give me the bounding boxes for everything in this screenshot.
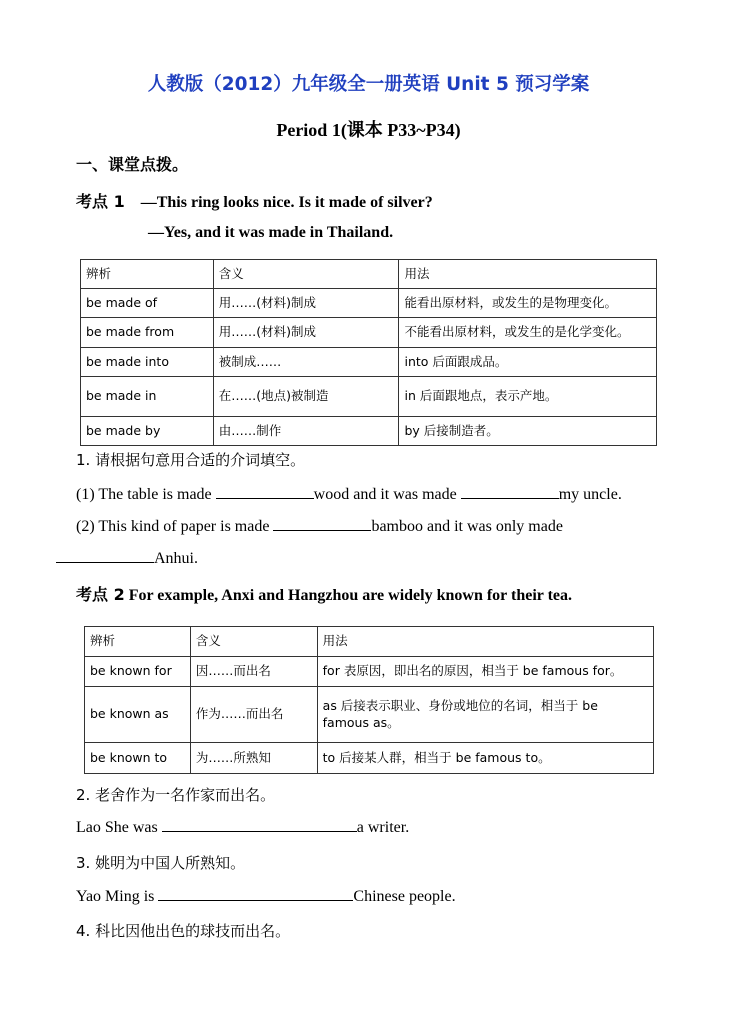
exercise-4-prompt-text: 4. 科比因他出色的球技而出名。 [76, 922, 291, 940]
page-subtitle: Period 1(课本 P33~P34) [276, 120, 461, 140]
exercise-2-prompt [76, 784, 275, 805]
table-cell: in 后面跟地点，表示产地。 [399, 377, 657, 417]
table-row [85, 687, 654, 743]
answer-blank[interactable] [56, 548, 154, 563]
table-cell: be known as [85, 687, 191, 743]
answer-blank[interactable] [273, 516, 371, 531]
answer-blank[interactable] [158, 886, 353, 901]
table-cell: 作为……而出名 [190, 687, 317, 743]
exercise-1-prompt-text: 1. 请根据句意用合适的介词填空。 [76, 451, 306, 469]
exercise-2-answer [76, 817, 409, 837]
ex2-text-a: Lao She was [76, 819, 162, 836]
table-cell: be made in [81, 377, 214, 417]
kaodian-2-label: 考点 2 [76, 585, 125, 604]
table-cell: 因……而出名 [190, 657, 317, 687]
table-row [81, 417, 657, 446]
table-header-cell: 含义 [190, 627, 317, 657]
exercise-1-q1 [76, 484, 622, 504]
answer-blank[interactable] [461, 484, 559, 499]
kaodian-2 [76, 582, 572, 605]
ex3-text-b: Chinese people. [353, 888, 456, 905]
section-heading: 一、课堂点拨。 [76, 155, 189, 174]
table-cell: be made by [81, 417, 214, 446]
table-cell: 为……所熟知 [190, 743, 317, 774]
table-header-cell: 用法 [317, 627, 653, 657]
q2-text-b: bamboo and it was only made [371, 518, 563, 535]
exercise-1-prompt [76, 449, 305, 470]
table-cell: as 后接表示职业、身份或地位的名词，相当于 be famous as。 [317, 687, 653, 743]
table-header-row [85, 627, 654, 657]
table-header-row [81, 260, 657, 289]
kaodian-1-line2: —Yes, and it was made in Thailand. [148, 224, 394, 241]
table-header-cell: 用法 [399, 260, 657, 289]
q1-text-c: my uncle. [558, 486, 622, 503]
table-header-cell: 辨析 [81, 260, 214, 289]
exercise-3-prompt-text: 3. 姚明为中国人所熟知。 [76, 854, 246, 872]
table-cell: 用……(材料)制成 [213, 318, 399, 348]
table-row [81, 289, 657, 318]
exercise-2-prompt-text: 2. 老舍作为一名作家而出名。 [76, 786, 276, 804]
table-cell: into 后面跟成品。 [399, 348, 657, 377]
table-cell: by 后接制造者。 [399, 417, 657, 446]
exercise-3-answer [76, 886, 456, 906]
kaodian-2-text: For example, Anxi and Hangzhou are widely known for their tea. [124, 587, 572, 604]
kaodian-1 [76, 189, 433, 212]
q1-text-b: wood and it was made [313, 486, 461, 503]
table-cell: to 后接某人群，相当于 be famous to。 [317, 743, 653, 774]
ex2-text-b: a writer. [356, 819, 410, 836]
answer-blank[interactable] [162, 817, 357, 832]
table-cell: 在……(地点)被制造 [213, 377, 399, 417]
exercise-1-q2-cont [56, 548, 198, 568]
q2-text-c: Anhui. [154, 550, 198, 567]
table-cell: 被制成…… [213, 348, 399, 377]
table-row [81, 377, 657, 417]
kaodian-1-line1: —This ring looks nice. Is it made of silver? [140, 194, 433, 211]
table-cell: 由……制作 [213, 417, 399, 446]
table-cell: 不能看出原材料，或发生的是化学变化。 [399, 318, 657, 348]
ex3-text-a: Yao Ming is [76, 888, 159, 905]
table-cell: be known for [85, 657, 191, 687]
table-row [85, 743, 654, 774]
table-row [81, 318, 657, 348]
table-row [81, 348, 657, 377]
answer-blank[interactable] [216, 484, 314, 499]
table-cell: be made of [81, 289, 214, 318]
exercise-1-q2 [76, 516, 563, 536]
table-cell: be made into [81, 348, 214, 377]
table-header-cell: 含义 [213, 260, 399, 289]
page-title: 人教版（2012）九年级全一册英语 Unit 5 预习学案 [147, 74, 590, 95]
exercise-3-prompt [76, 852, 245, 873]
q2-text-a: (2) This kind of paper is made [76, 518, 274, 535]
table-cell: 用……(材料)制成 [213, 289, 399, 318]
table-cell: for 表原因，即出名的原因，相当于 be famous for。 [317, 657, 653, 687]
table-cell: be made from [81, 318, 214, 348]
table-cell: be known to [85, 743, 191, 774]
table-header-cell: 辨析 [85, 627, 191, 657]
table-known [84, 626, 654, 774]
table-made [80, 259, 657, 446]
table-cell: 能看出原材料，或发生的是物理变化。 [399, 289, 657, 318]
exercise-4-prompt [76, 920, 290, 941]
kaodian-1-label: 考点 1 [76, 192, 125, 211]
q1-text-a: (1) The table is made [76, 486, 216, 503]
table-row [85, 657, 654, 687]
